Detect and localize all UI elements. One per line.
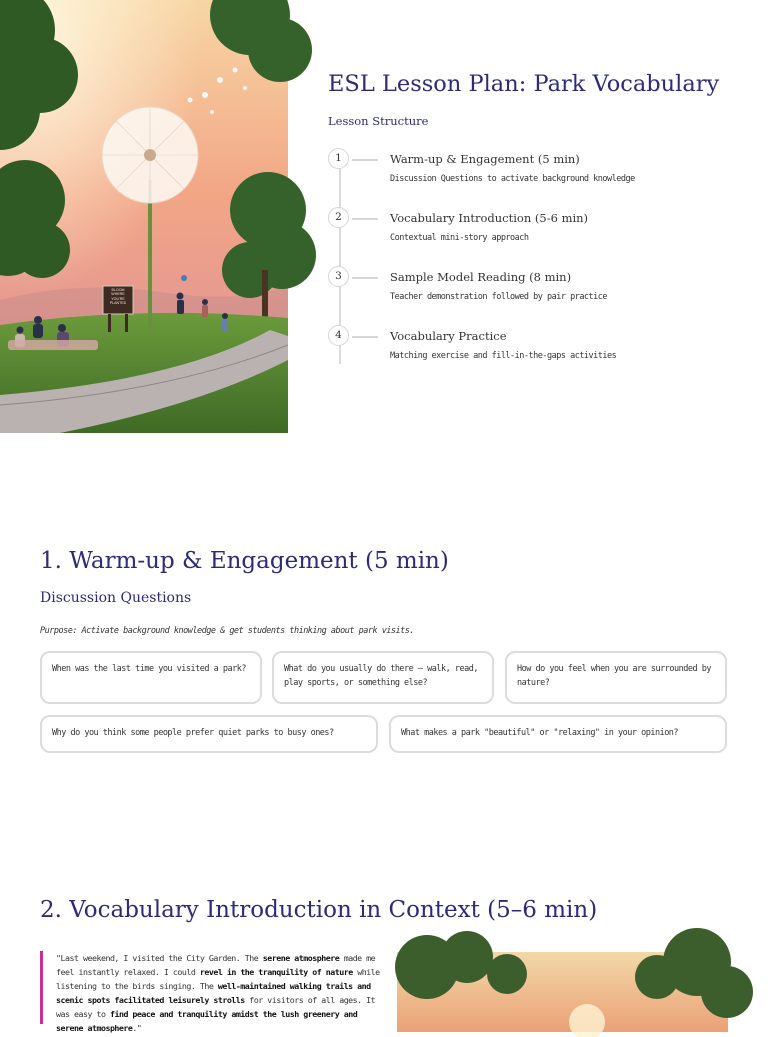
- step-connector: [352, 218, 378, 220]
- step-connector: [352, 159, 378, 161]
- lesson-structure-timeline: [328, 144, 748, 366]
- question-text: What do you usually do there — walk, read, play sports, or something else?: [284, 664, 478, 688]
- sunset-trees-photo: [397, 952, 728, 1032]
- park-dandelion-illustration: [0, 0, 288, 433]
- step-description: Discussion Questions to activate background knowledge: [390, 174, 635, 184]
- vocab-highlight: find peace and tranquility amidst the lush greenery and serene atmosphere: [56, 1009, 358, 1033]
- step-description: Teacher demonstration followed by pair practice: [390, 292, 608, 302]
- step-description: Matching exercise and fill-in-the-gaps activities: [390, 351, 617, 361]
- vocab-highlight: well-maintained walking trails and scenic spots facilitated leisurely strolls: [56, 981, 371, 1005]
- context-mini-story: "Last weekend, I visited the City Garden. The serene atmosphere made me feel instantly relaxed. I could revel in the tranquility of nature while listening to the birds singing. The well-maintained walking trails and scenic spots facilitated leisurely strolls for visitors of all ages. It was easy to find peace and tranquility amidst the lush greenery and serene atmosphere.": [40, 951, 380, 1024]
- timeline-step: [328, 206, 748, 252]
- park-sign-text: BLOOM WHERE YOU'RE PLANTED: [109, 288, 127, 306]
- step-description: Contextual mini-story approach: [390, 233, 529, 243]
- page-title: ESL Lesson Plan: Park Vocabulary: [328, 71, 720, 97]
- step-number: 2: [328, 207, 349, 228]
- step-number: 1: [328, 148, 349, 169]
- question-text: Why do you think some people prefer quiet parks to busy ones?: [52, 728, 334, 738]
- question-card: [389, 715, 727, 753]
- timeline-step: [328, 324, 748, 370]
- step-title: Sample Model Reading (8 min): [390, 270, 572, 284]
- step-connector: [352, 277, 378, 279]
- question-text: What makes a park "beautiful" or "relaxing" in your opinion?: [401, 728, 679, 738]
- section-1-heading: 1. Warm-up & Engagement (5 min): [40, 548, 449, 574]
- step-title: Vocabulary Practice: [390, 329, 507, 343]
- timeline-step: [328, 265, 748, 311]
- step-number: 3: [328, 266, 349, 287]
- step-title: Warm-up & Engagement (5 min): [390, 152, 580, 166]
- timeline-step: [328, 147, 748, 193]
- question-card: [40, 715, 378, 753]
- section-2-heading: 2. Vocabulary Introduction in Context (5–6 min): [40, 897, 598, 923]
- question-text: How do you feel when you are surrounded by nature?: [517, 664, 711, 688]
- step-connector: [352, 336, 378, 338]
- vocab-highlight: revel in the tranquility of nature: [199, 967, 353, 977]
- step-title: Vocabulary Introduction (5-6 min): [390, 211, 589, 225]
- question-text: When was the last time you visited a park?: [52, 664, 246, 674]
- question-card: [505, 651, 727, 704]
- question-card: [272, 651, 494, 704]
- step-number: 4: [328, 325, 349, 346]
- lesson-structure-label: Lesson Structure: [328, 114, 429, 128]
- discussion-questions-heading: Discussion Questions: [40, 590, 192, 606]
- purpose-note: Purpose: Activate background knowledge & get students thinking about park visits.: [40, 626, 415, 636]
- question-card: [40, 651, 262, 704]
- vocab-highlight: serene atmosphere: [262, 953, 340, 963]
